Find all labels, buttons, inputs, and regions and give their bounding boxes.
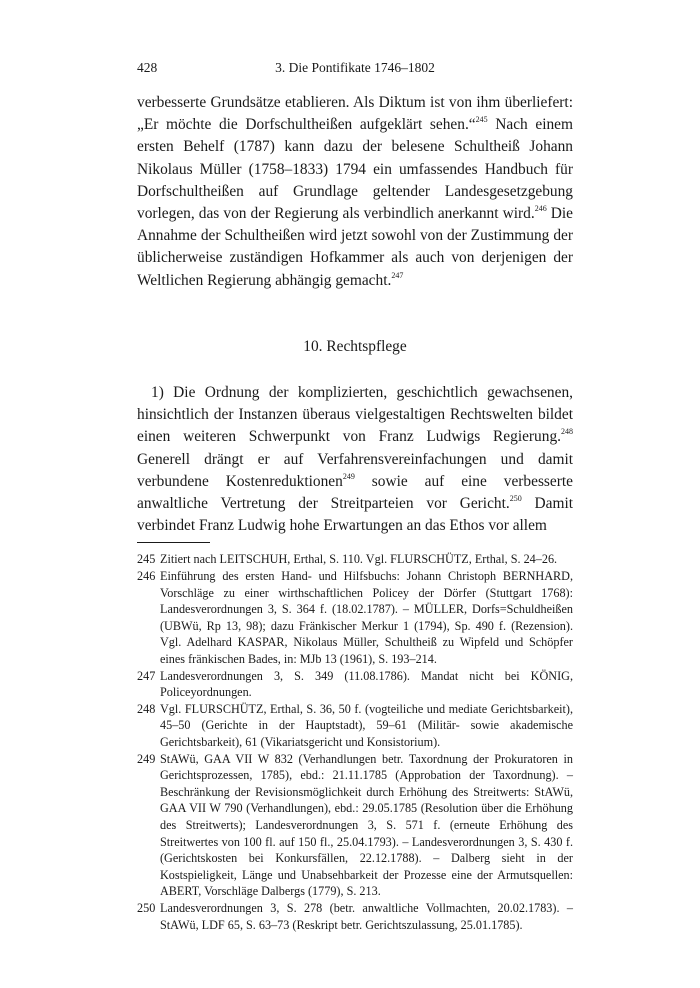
section-heading: 10. Rechtspflege bbox=[303, 337, 407, 355]
page-number: 428 bbox=[137, 60, 158, 75]
footnote-number: 250 bbox=[137, 900, 156, 915]
footnote-text: Landesverordnungen 3, S. 349 (11.08.1786). Mandat nicht bei KÖNIG, Policeyordnungen. bbox=[160, 668, 573, 700]
page-header bbox=[137, 60, 573, 82]
footnote-rule bbox=[137, 542, 210, 543]
footnote-text: Einführung des ersten Hand- und Hilfsbuchs: Johann Christoph BERNHARD, Vorschläge zu einer wirthschaftlichen Policey der Dörfer (Stuttgart 1768): Landesverordnungen 3, S. 364 f. (18.02.1787). – MÜLLER, Dorfs=Schuldheißen (UBWü, Rp 13, 98); dazu Fränkischer Merkur 1 (1794), Sp. 490 f. (Rezension). Vgl. Adelhard KASPAR, Nikolaus Müller, Schultheiß zu Wipfeld und Schöpfer eines fränkischen Bades, in: MJb 13 (1961), S. 193–214. bbox=[160, 569, 573, 667]
footnote-ref-247: 247 bbox=[391, 270, 404, 280]
book-page bbox=[137, 60, 573, 933]
running-title: 3. Die Pontifikate 1746–1802 bbox=[275, 60, 435, 75]
text-run: Damit verbindet Franz Ludwig hohe Erwartungen an das Ethos vor allem bbox=[137, 495, 573, 535]
footnote-ref-245: 245 bbox=[475, 115, 488, 125]
text-run: sowie auf eine verbesserte anwaltliche Vertretung der Streitparteien vor Gericht. bbox=[137, 472, 573, 513]
text-run: verbesserte Grundsätze etablieren. Als Diktum ist von ihm überliefert: „Er möchte die Dorfschultheißen aufgeklärt sehen.“ bbox=[137, 94, 573, 134]
paragraph-1 bbox=[137, 92, 573, 292]
main-text bbox=[137, 92, 573, 537]
footnote-text: StAWü, GAA VII W 832 (Verhandlungen betr. Taxordnung der Prokuratoren in Gerichtsprozessen, 1785), ebd.: 21.11.1785 (Approbation der Taxordnung). – Beschränkung der Revisionsmöglichkeit durch Erhöhung des Streitwerts: StAWü, GAA VII W 790 (Verhandlungen), ebd.: 29.05.1785 (Resolution über die Erhöhung des Streitwerts); Landesverordnungen 3, S. 571 f. (erneute Erhöhung des Streitwertes von 100 fl. auf 150 fl., 25.04.1793). – Landesverordnungen 3, S. 430 f. (Gerichtskosten bei Konkursfällen, 22.12.1788). – Dalberg sieht in der Kostspieligkeit, Länge und Unabsehbarkeit der Prozesse eine der Armutsquellen: ABERT, Vorschläge Dalbergs (1779), S. 213. bbox=[160, 751, 573, 899]
footnote-ref-248: 248 bbox=[561, 427, 573, 437]
footnote-249 bbox=[137, 751, 573, 900]
footnote-number: 248 bbox=[137, 701, 156, 716]
footnote-ref-249: 249 bbox=[342, 471, 355, 481]
footnote-ref-246: 246 bbox=[534, 203, 547, 213]
text-run: Nach einem ersten Behelf (1787) kann dazu der belesene Schultheiß Johann Nikolaus Müller (1758–1833) 1794 ein umfassendes Handbuch für Dorfschultheißen auf Grundlage geltender Landesgesetzgebung vorlegen, das von der Regierung als verbindlich anerkannt wird. bbox=[137, 116, 573, 223]
footnote-250 bbox=[137, 900, 573, 933]
footnote-number: 247 bbox=[137, 668, 156, 683]
paragraph-2 bbox=[137, 382, 573, 537]
footnote-text: Landesverordnungen 3, S. 278 (betr. anwaltliche Vollmachten, 20.02.1783). – StAWü, LDF 65, S. 63–73 (Reskript betr. Gerichtszulassung, 25.01.1785). bbox=[160, 900, 573, 932]
footnote-text: Vgl. FLURSCHÜTZ, Erthal, S. 36, 50 f. (vogteiliche und mediate Gerichtsbarkeit), 45–50 (Gerichte in der Hauptstadt), 59–61 (Militär- sowie akademische Gerichtsbarkeit), 61 (Vikariatsgericht und Konsistorium). bbox=[160, 701, 573, 749]
footnotes bbox=[137, 551, 573, 933]
footnote-number: 245 bbox=[137, 552, 156, 567]
footnote-246 bbox=[137, 568, 573, 668]
footnote-number: 246 bbox=[137, 569, 156, 584]
text-run: 1) Die Ordnung der komplizierten, geschichtlich gewachsenen, hinsichtlich der Instanzen überaus vielgestaltigen Rechtswelten bildet einen weiteren Schwerpunkt von Franz Ludwigs Regierung. bbox=[137, 384, 573, 446]
footnote-number: 249 bbox=[137, 751, 156, 766]
footnote-ref-250: 250 bbox=[509, 493, 522, 503]
text-run: Generell drängt er auf Verfahrensvereinfachungen und damit verbundene Kostenreduktionen bbox=[137, 450, 573, 490]
footnote-245 bbox=[137, 551, 573, 568]
footnote-248 bbox=[137, 701, 573, 751]
text-run: Die Annahme der Schultheißen wird jetzt sowohl von der Zustimmung der üblicherweise zuständigen Hofkammer als auch von derjenigen der Weltlichen Regierung abhängig gemacht. bbox=[137, 205, 573, 289]
footnote-247 bbox=[137, 668, 573, 701]
footnote-text: Zitiert nach LEITSCHUH, Erthal, S. 110. Vgl. FLURSCHÜTZ, Erthal, S. 24–26. bbox=[160, 552, 558, 567]
